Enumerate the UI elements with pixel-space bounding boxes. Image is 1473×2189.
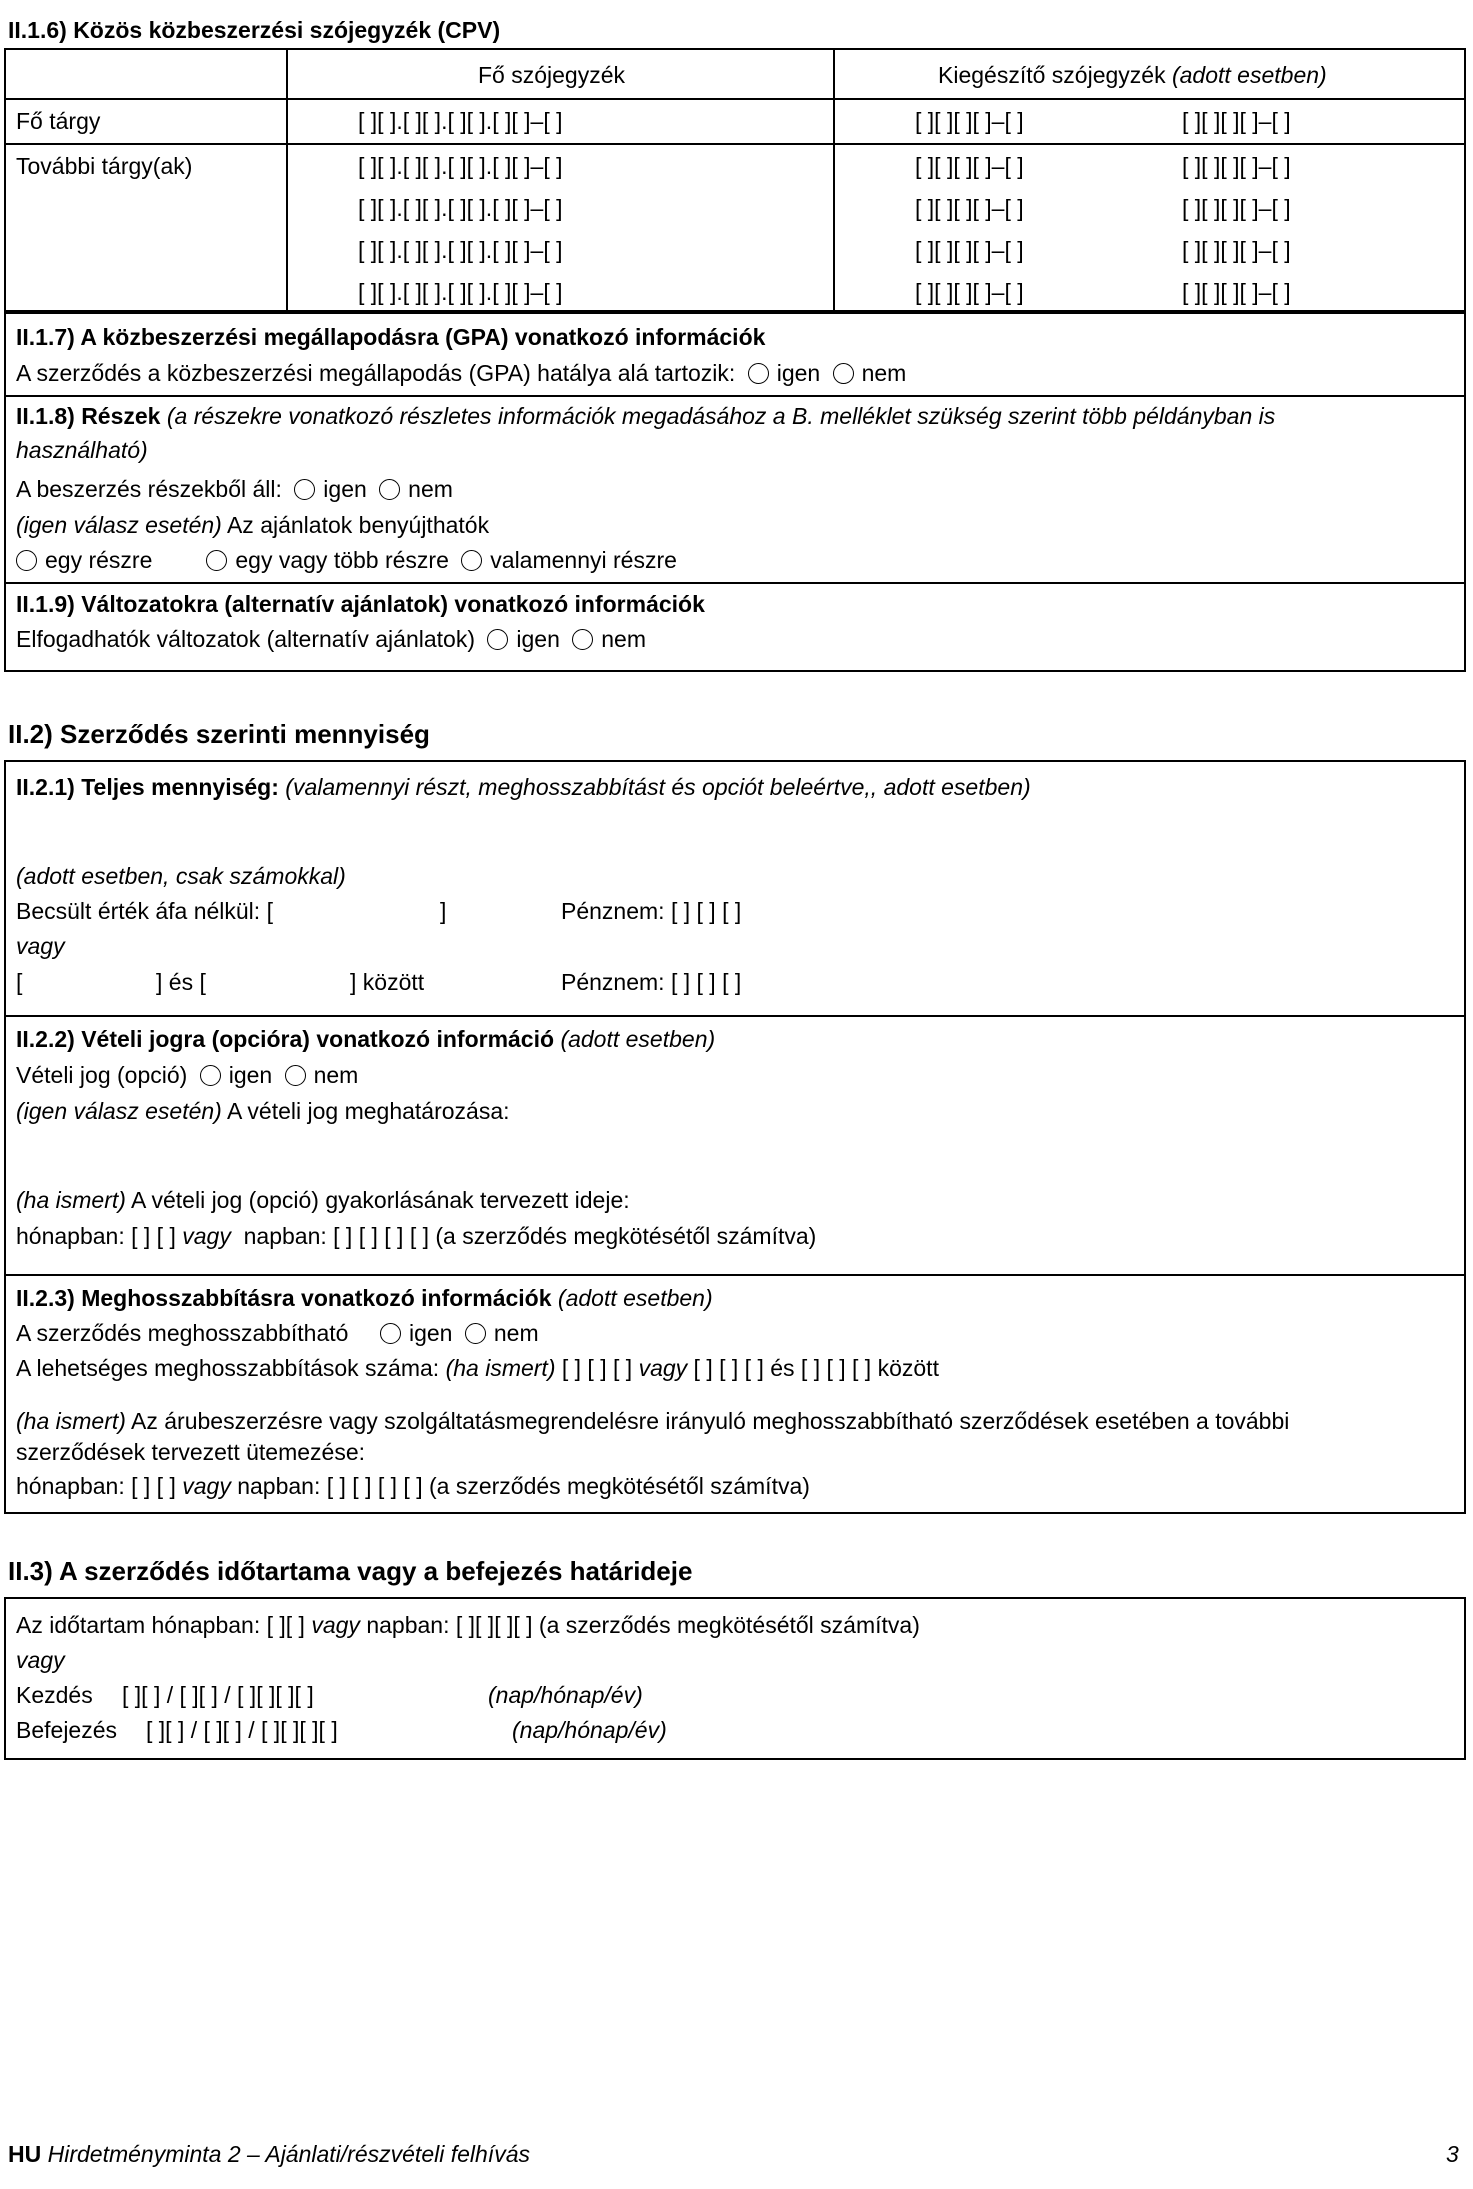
renewal-yes-radio[interactable] xyxy=(380,1323,401,1344)
cpv-heading: II.1.6) Közös közbeszerzési szójegyzék (CPV) xyxy=(8,17,501,43)
options-heading: II.2.2) Vételi jogra (opcióra) vonatkozó információ (adott esetben) xyxy=(16,1026,716,1052)
duration-days-field[interactable]: napban: [ ][ ][ ][ ] (a szerződés megkötésétől számítva) xyxy=(366,1612,920,1638)
cpv-main-code-field[interactable]: [ ][ ].[ ][ ].[ ][ ].[ ][ ]–[ ] xyxy=(358,237,563,263)
options-question-row xyxy=(16,1061,358,1089)
parts-no-radio[interactable] xyxy=(379,479,400,500)
range-high-field[interactable] xyxy=(222,966,348,996)
duration-months-field[interactable]: Az időtartam hónapban: [ ][ ] xyxy=(16,1612,305,1638)
quantity-heading: II.2) Szerződés szerinti mennyiség xyxy=(8,719,430,749)
parts-one-radio[interactable] xyxy=(16,550,37,571)
parts-one-label: egy részre xyxy=(45,547,153,573)
options-yes-label: igen xyxy=(228,1062,273,1088)
range-open: [ xyxy=(16,969,23,995)
cpv-col-main: Fő szójegyzék xyxy=(478,62,626,88)
cpv-supp-code-field[interactable]: [ ][ ][ ][ ]–[ ] xyxy=(915,108,1024,134)
footer-lang: HU xyxy=(8,2141,42,2167)
range-mid: ] és [ xyxy=(156,969,206,995)
options-no-radio[interactable] xyxy=(285,1065,306,1086)
parts-all-radio[interactable] xyxy=(461,550,482,571)
options-schedule-row: (ha ismert) A vételi jog (opció) gyakorlásának tervezett ideje: xyxy=(16,1187,630,1213)
end-label: Befejezés xyxy=(16,1717,118,1743)
cpv-supp-code-field[interactable]: [ ][ ][ ][ ]–[ ] xyxy=(1182,279,1291,305)
renewal-no-label: nem xyxy=(493,1320,539,1346)
renewal-count-field[interactable]: [ ] [ ] [ ] xyxy=(561,1355,633,1381)
variants-heading: II.1.9) Változatokra (alternatív ajánlatok) vonatkozó információk xyxy=(16,591,705,617)
cpv-supp-code-field[interactable]: [ ][ ][ ][ ]–[ ] xyxy=(915,153,1024,179)
divider xyxy=(4,143,1466,145)
renewal-months-field[interactable]: hónapban: [ ] [ ] xyxy=(16,1473,176,1499)
divider xyxy=(4,395,1466,397)
cpv-col-supp: Kiegészítő szójegyzék (adott esetben) xyxy=(938,62,1327,88)
cpv-supp-code-field[interactable]: [ ][ ][ ][ ]–[ ] xyxy=(915,237,1024,263)
gpa-yes-radio[interactable] xyxy=(748,363,769,384)
renewal-count-row: A lehetséges meghosszabbítások száma: (ha ismert) [ ] [ ] [ ] vagy [ ] [ ] [ ] és [ ] [ ] [ ] között xyxy=(16,1355,939,1381)
parts-question-row xyxy=(16,475,453,503)
renewal-heading: II.2.3) Meghosszabbításra vonatkozó információk (adott esetben) xyxy=(16,1285,713,1311)
options-days-field[interactable]: napban: [ ] [ ] [ ] [ ] (a szerződés megkötésétől számítva) xyxy=(243,1223,817,1249)
variants-no-radio[interactable] xyxy=(572,629,593,650)
cpv-main-code-field[interactable]: [ ][ ].[ ][ ].[ ][ ].[ ][ ]–[ ] xyxy=(358,108,563,134)
renewal-no-radio[interactable] xyxy=(465,1323,486,1344)
footer-title: Hirdetményminta 2 – Ajánlati/részvételi felhívás xyxy=(47,2141,530,2167)
gpa-heading: II.1.7) A közbeszerzési megállapodásra (GPA) vonatkozó információk xyxy=(16,324,766,350)
cpv-row-main-label: Fő tárgy xyxy=(16,108,101,134)
currency-field[interactable]: Pénznem: [ ] [ ] [ ] xyxy=(561,898,742,924)
gpa-no-label: nem xyxy=(861,360,907,386)
cpv-supp-code-field[interactable]: [ ][ ][ ][ ]–[ ] xyxy=(1182,237,1291,263)
options-period-row: hónapban: [ ] [ ] vagy napban: [ ] [ ] [ ] [ ] (a szerződés megkötésétől számítva) xyxy=(16,1223,817,1249)
page-number: 3 xyxy=(1446,2141,1459,2167)
parts-yes-label: igen xyxy=(323,476,367,502)
cpv-main-code-field[interactable]: [ ][ ].[ ][ ].[ ][ ].[ ][ ]–[ ] xyxy=(358,195,563,221)
range-end: ] között xyxy=(350,969,425,995)
end-date-format: (nap/hónap/év) xyxy=(512,1717,667,1743)
parts-multi-label: egy vagy több részre xyxy=(235,547,449,573)
or-label: vagy xyxy=(16,933,65,959)
divider xyxy=(833,50,835,312)
cpv-supp-code-field[interactable]: [ ][ ][ ][ ]–[ ] xyxy=(1182,108,1291,134)
cpv-main-code-field[interactable]: [ ][ ].[ ][ ].[ ][ ].[ ][ ]–[ ] xyxy=(358,153,563,179)
cpv-supp-code-field[interactable]: [ ][ ][ ][ ]–[ ] xyxy=(1182,153,1291,179)
end-date-field[interactable]: [ ][ ] / [ ][ ] / [ ][ ][ ][ ] xyxy=(146,1717,338,1743)
duration-or: vagy xyxy=(16,1647,65,1673)
variants-question: Elfogadhatók változatok (alternatív ajánlatok) xyxy=(16,626,475,652)
start-date-format: (nap/hónap/év) xyxy=(488,1682,643,1708)
start-label: Kezdés xyxy=(16,1682,93,1708)
options-no-label: nem xyxy=(313,1062,359,1088)
parts-heading: II.1.8) Részek (a részekre vonatkozó részletes információk megadásához a B. melléklet szükség szerint több példányban is xyxy=(16,403,1276,429)
parts-question: A beszerzés részekből áll: xyxy=(16,476,282,502)
gpa-question: A szerződés a közbeszerzési megállapodás (GPA) hatálya alá tartozik: xyxy=(16,360,736,386)
renewal-days-field[interactable]: napban: [ ] [ ] [ ] [ ] (a szerződés megkötésétől számítva) xyxy=(237,1473,810,1499)
parts-no-label: nem xyxy=(408,476,453,502)
options-question: Vételi jog (opció) xyxy=(16,1062,188,1088)
variants-yes-radio[interactable] xyxy=(487,629,508,650)
start-date-field[interactable]: [ ][ ] / [ ][ ] / [ ][ ][ ][ ] xyxy=(122,1682,314,1708)
parts-submit-row: (igen válasz esetén) Az ajánlatok benyújthatók xyxy=(16,512,490,538)
parts-options-row xyxy=(12,546,677,574)
numbers-note: (adott esetben, csak számokkal) xyxy=(16,863,346,889)
divider xyxy=(4,98,1466,100)
renewal-question-row xyxy=(16,1319,539,1347)
total-heading: II.2.1) Teljes mennyiség: (valamennyi részt, meghosszabbítást és opciót beleértve,, adott esetben) xyxy=(16,774,1031,800)
parts-all-label: valamennyi részre xyxy=(490,547,677,573)
renewal-schedule-cont: szerződések tervezett ütemezése: xyxy=(16,1439,365,1465)
gpa-question-row xyxy=(16,359,906,387)
renewal-yes-label: igen xyxy=(408,1320,453,1346)
options-desc-row: (igen válasz esetén) A vételi jog meghatározása: xyxy=(16,1098,510,1124)
cpv-row-other-label: További tárgy(ak) xyxy=(16,153,193,179)
variants-question-row xyxy=(16,625,646,653)
gpa-no-radio[interactable] xyxy=(833,363,854,384)
range-low-field[interactable] xyxy=(28,966,154,996)
divider xyxy=(4,1015,1466,1017)
gpa-yes-label: igen xyxy=(776,360,821,386)
duration-row: Az időtartam hónapban: [ ][ ] vagy napban: [ ][ ][ ][ ] (a szerződés megkötésétől számítva) xyxy=(16,1612,920,1638)
variants-yes-label: igen xyxy=(516,626,560,652)
estimated-label: Becsült érték áfa nélkül: [ xyxy=(16,898,273,924)
duration-heading: II.3) A szerződés időtartama vagy a befejezés határideje xyxy=(8,1556,693,1586)
estimated-close: ] xyxy=(440,898,447,924)
divider xyxy=(4,1274,1466,1276)
divider xyxy=(286,50,288,312)
estimated-value-field[interactable] xyxy=(312,895,436,925)
currency-field[interactable]: Pénznem: [ ] [ ] [ ] xyxy=(561,969,742,995)
cpv-main-code-field[interactable]: [ ][ ].[ ][ ].[ ][ ].[ ][ ]–[ ] xyxy=(358,279,563,305)
renewal-schedule-row: (ha ismert) Az árubeszerzésre vagy szolgáltatásmegrendelésre irányuló meghosszabbítható szerződések esetében a további xyxy=(16,1408,1290,1434)
options-yes-radio[interactable] xyxy=(200,1065,221,1086)
cpv-supp-code-field[interactable]: [ ][ ][ ][ ]–[ ] xyxy=(915,279,1024,305)
renewal-range-field[interactable]: [ ] [ ] [ ] és [ ] [ ] [ ] között xyxy=(693,1355,939,1381)
divider xyxy=(4,582,1466,584)
parts-heading-cont: használható) xyxy=(16,437,148,463)
cpv-supp-code-field[interactable]: [ ][ ][ ][ ]–[ ] xyxy=(1182,195,1291,221)
parts-multi-radio[interactable] xyxy=(206,550,227,571)
renewal-question: A szerződés meghosszabbítható xyxy=(16,1320,349,1346)
renewal-period-row: hónapban: [ ] [ ] vagy napban: [ ] [ ] [ ] [ ] (a szerződés megkötésétől számítva) xyxy=(16,1473,810,1499)
variants-no-label: nem xyxy=(601,626,647,652)
parts-yes-radio[interactable] xyxy=(294,479,315,500)
footer-text xyxy=(8,2140,530,2168)
options-months-field[interactable]: hónapban: [ ] [ ] xyxy=(16,1223,176,1249)
cpv-supp-code-field[interactable]: [ ][ ][ ][ ]–[ ] xyxy=(915,195,1024,221)
